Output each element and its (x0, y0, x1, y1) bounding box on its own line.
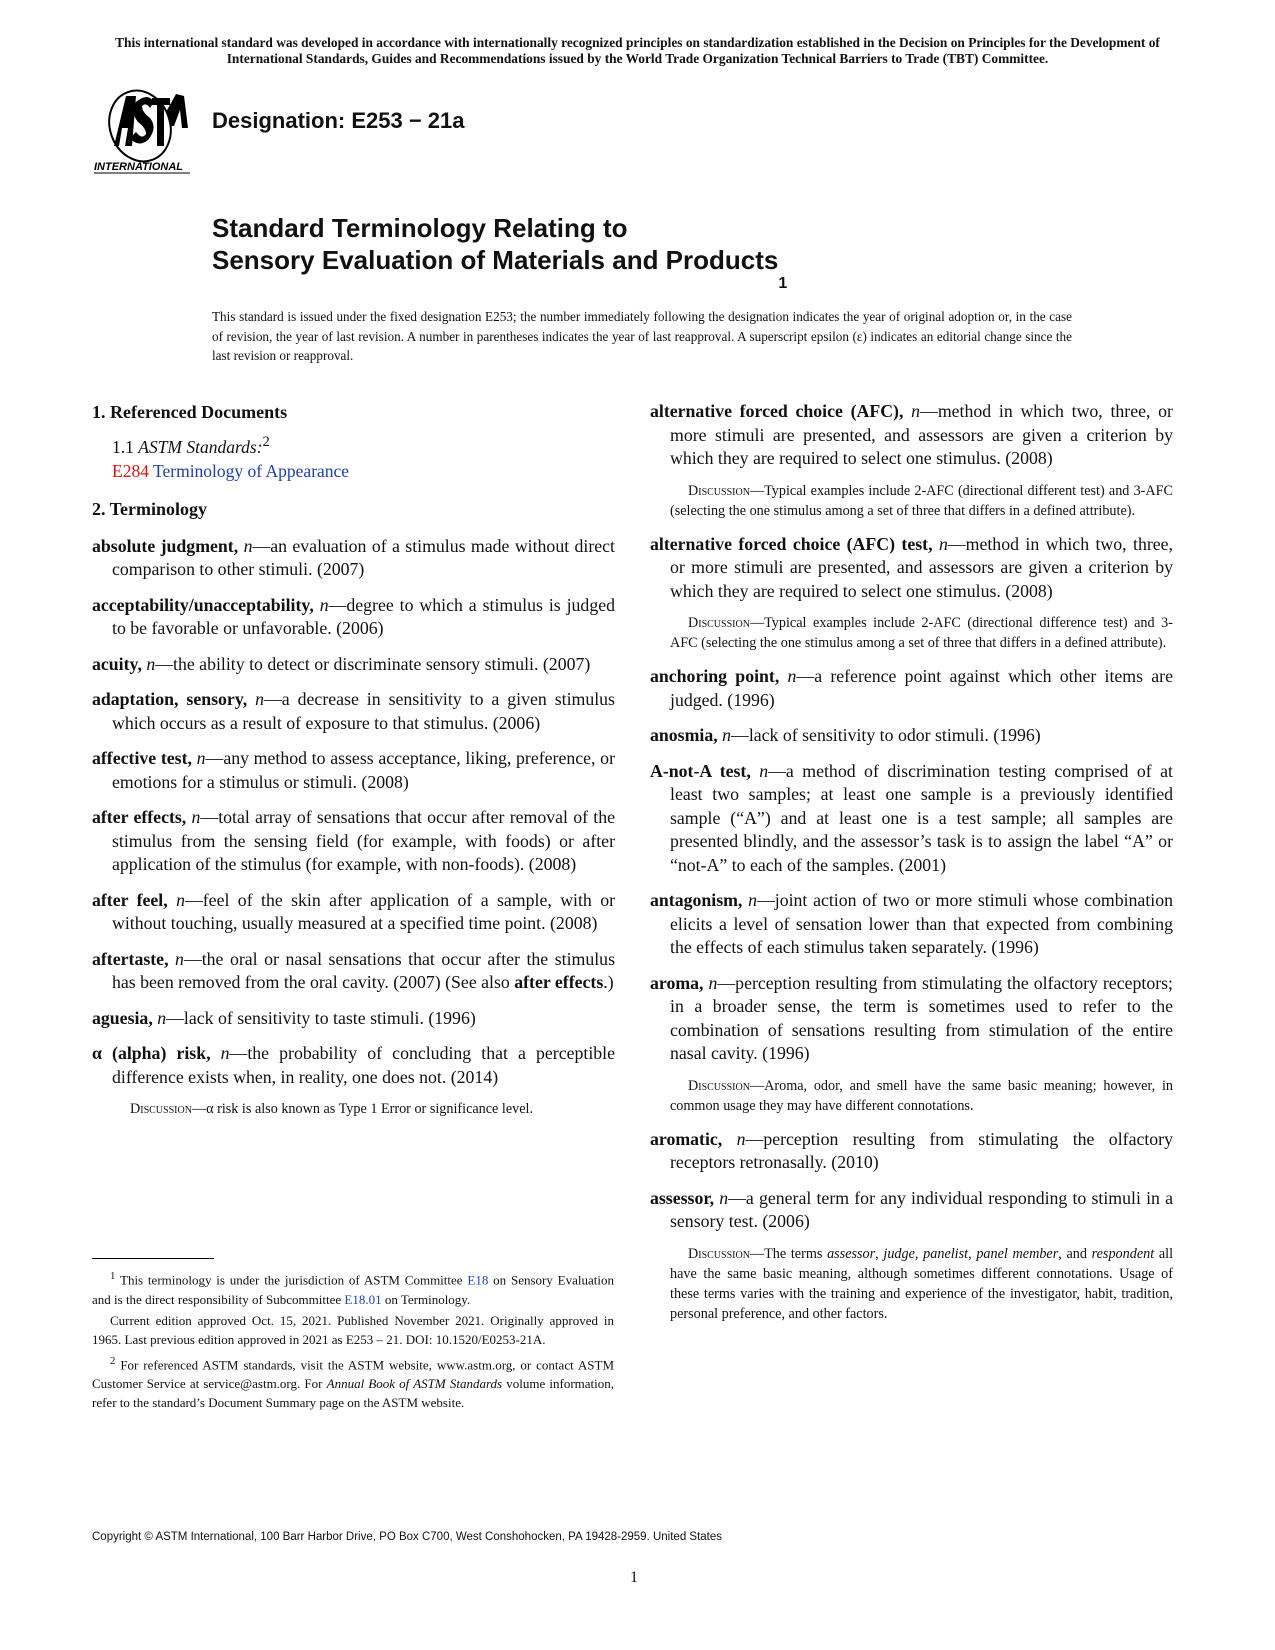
term-entry: aftertaste, n—the oral or nasal sensations that occur after the stimulus has been removed from the oral cavity. (2007) (See also after effects.) (92, 948, 615, 993)
terms-list-left (92, 535, 615, 1120)
discussion-note (112, 1099, 615, 1119)
part-of-speech: n (196, 748, 206, 769)
term-word: anosmia, (650, 725, 718, 745)
discussion-text: —Typical examples include 2-AFC (directional different test) and 3-AFC (selecting the one stimulus among a set of three that differs in a defined attribute). (670, 482, 1173, 519)
term-entry (92, 688, 615, 735)
discussion-text: panelist (923, 1245, 969, 1262)
part-of-speech: n (255, 689, 265, 710)
footnote-1-edition: Current edition approved Oct. 15, 2021. Published November 2021. Originally approved in 1965. Last previous edition approved in 2021 as E253 – 21. DOI: 10.1520/E0253-21A. (92, 1312, 614, 1348)
part-of-speech: n (175, 948, 184, 969)
title-footnote-mark: 1 (778, 275, 788, 292)
term-entry (650, 1187, 1173, 1234)
part-of-speech: n (938, 533, 948, 554)
term-word: antagonism, (650, 890, 743, 910)
part-of-speech: n (146, 653, 156, 674)
discussion-label: Discussion (688, 482, 750, 499)
term-entry (650, 724, 1173, 748)
title-line-2: Sensory Evaluation of Materials and Products (212, 245, 779, 275)
discussion-text: , and (1058, 1245, 1092, 1262)
discussion-note (670, 1076, 1173, 1116)
part-of-speech: n (787, 666, 797, 686)
term-word: acceptability/unacceptability, (92, 594, 314, 615)
part-of-speech: n (911, 401, 921, 421)
term-entry (650, 665, 1173, 712)
definition: —a reference point against which other items are judged. (1996) (670, 666, 1173, 710)
definition: —perception resulting from stimulating the olfactory receptors; in a broader sense, the term is sometimes used to refer to the combination of sensations resulting from stimulation of the entire nasal cavity. (1996) (670, 972, 1173, 1063)
term-entry (650, 1128, 1173, 1175)
term-word: absolute judgment, (92, 535, 239, 556)
part-of-speech: n (191, 807, 201, 828)
discussion-text: —Typical examples include 2-AFC (directional difference test) and 3-AFC (selecting the one stimulus among a set of three that differs in a defined attribute). (670, 615, 1173, 651)
discussion-note (670, 481, 1173, 521)
part-of-speech: n (176, 889, 185, 910)
title-line-1: Standard Terminology Relating to (212, 213, 628, 243)
term-word: alternative forced choice (AFC), (650, 401, 904, 421)
discussion-text: —Aroma, odor, and smell have the same basic meaning; however, in common usage they may have different connotations. (670, 1077, 1173, 1114)
footnote-2: $^2$ For referenced ASTM standards, visit the ASTM website, www.astm.org, or contact ASTM Customer Service at service@astm.org. For Annual Book of ASTM Standards volume information, refer to the standard’s Document Summary page on the ASTM website. (92, 1354, 614, 1411)
astm-logo (92, 88, 202, 178)
term-entry (92, 1007, 615, 1031)
definition: —lack of sensitivity to odor stimuli. (1996) (731, 725, 1041, 745)
term-entry (650, 760, 1173, 878)
part-of-speech: n (722, 725, 732, 745)
definition: —a general term for any individual responding to stimuli in a sensory test. (2006) (670, 1187, 1173, 1231)
issue-note: This standard is issued under the fixed designation E253; the number immediately following the designation indicates the year of original adoption or, in the case of revision, the year of last revision. A number in parentheses indicates the year of last reapproval. A superscript epsilon (ε) indicates an editorial change since the last revision or reapproval. (212, 309, 1072, 363)
discussion-label: Discussion (130, 1101, 192, 1118)
term-word: aguesia, (92, 1007, 153, 1028)
definition: —method in which two, three, or more stimuli are presented, and assessors are given a criterion by which they are required to select one stimulus. (2008) (670, 401, 1173, 468)
definition: —any method to assess acceptance, liking, preference, or emotions for a stimulus or stimuli. (2008) (112, 748, 615, 792)
discussion-text: —The terms (749, 1245, 828, 1262)
discussion-note (670, 613, 1173, 653)
term-word: α (alpha) risk, (92, 1043, 211, 1064)
term-entry (650, 533, 1173, 604)
term-entry (92, 806, 615, 877)
discussion-text: , (875, 1245, 884, 1262)
discussion-text: , (914, 1245, 924, 1262)
term-entry (92, 653, 615, 677)
referenced-document-e284[interactable] (112, 459, 615, 483)
see-also-term: after effects (514, 972, 604, 993)
section-1-heading: 1. Referenced Documents (92, 402, 288, 422)
discussion-note (670, 1244, 1173, 1324)
term-word: aromatic, (650, 1128, 723, 1149)
part-of-speech: n (319, 594, 329, 615)
term-word: anchoring point, (650, 666, 780, 686)
term-entry (650, 400, 1173, 471)
astm-standards-line: 1.1 ASTM Standards:$^2$ (112, 434, 270, 457)
footnote-1: $^1$ This terminology is under the jurisdiction of ASTM Committee E18 on Sensory Evaluation and is the direct responsibility of Subcommittee E18.01 on Terminology. (92, 1270, 614, 1307)
definition: —the oral or nasal sensations that occur after the stimulus has been removed from the oral cavity. (2007) (See also (112, 948, 615, 993)
section-2-heading: 2. Terminology (92, 498, 208, 519)
part-of-speech: n (220, 1043, 230, 1064)
term-entry (92, 889, 615, 936)
footnotes (92, 1267, 614, 1415)
designation: Designation: E253 − 21a (212, 108, 465, 133)
discussion-text: —α risk is also known as Type 1 Error or significance level. (191, 1101, 534, 1118)
term-word: acuity, (92, 653, 142, 674)
term-word: A-not-A test, (650, 760, 751, 781)
copyright: Copyright © ASTM International, 100 Barr Harbor Drive, PO Box C700, West Conshohocken, PA 19428-2959. United States (92, 1531, 723, 1543)
document-title (212, 212, 788, 292)
term-word: after feel, (92, 889, 168, 910)
discussion-label: Discussion (688, 615, 750, 631)
discussion-text: , (968, 1245, 977, 1262)
term-word: aroma, (650, 972, 704, 993)
part-of-speech: n (736, 1128, 746, 1149)
definition: —the ability to detect or discriminate sensory stimuli. (2007) (155, 653, 591, 674)
committee-link[interactable]: E18 (467, 1272, 489, 1288)
part-of-speech: n (157, 1007, 167, 1028)
term-word: alternative forced choice (AFC) test, (650, 533, 933, 554)
definition: —degree to which a stimulus is judged to be favorable or unfavorable. (2006) (112, 594, 615, 639)
definition: —lack of sensitivity to taste stimuli. (1996) (166, 1007, 476, 1028)
term-entry (92, 1042, 615, 1089)
discussion-label: Discussion (688, 1245, 750, 1262)
term-entry (92, 535, 615, 582)
term-word: adaptation, sensory, (92, 689, 248, 710)
part-of-speech: n (759, 760, 769, 781)
term-entry (92, 747, 615, 794)
definition: —a decrease in sensitivity to a given stimulus which occurs as a result of exposure to that stimulus. (2006) (112, 689, 615, 733)
terms-list-right (650, 400, 1173, 1324)
discussion-text: respondent (1091, 1245, 1155, 1262)
subcommittee-link[interactable]: E18.01 (344, 1291, 382, 1307)
tbt-notice: This international standard was developed in accordance with internationally recognized principles on standardization established in the Decision on Principles for the Development of International Standards, Guides and Recommendations issued by the World Trade Organization Technical Barriers to Trade (TBT) Committee. (115, 35, 1160, 66)
definition: —total array of sensations that occur after removal of the stimulus from the sensing field (for example, with foods) or after application of the stimulus (for example, with non-foods). (2008) (112, 807, 616, 875)
discussion-text: all have the same basic meaning, although sometimes different connotations. Usage of these terms varies with the training and experience of the investigator, habit, tradition, personal preference, and other factors. (670, 1245, 1174, 1322)
definition: —a method of discrimination testing comprised of at least two samples; at least one sample is a previously identified sample (“A”) and at least one is a test sample; all samples are presented blindly, and the assessor’s task is to assign the label “A” or “not-A” to each of the samples. (2001) (670, 760, 1173, 875)
page-number: 1 (630, 1569, 638, 1586)
discussion-label: Discussion (688, 1077, 750, 1094)
footnote-divider (92, 1258, 214, 1259)
part-of-speech: n (243, 535, 253, 556)
definition: —perception resulting from stimulating the olfactory receptors retronasally. (2010) (670, 1128, 1173, 1172)
term-entry (92, 594, 615, 641)
part-of-speech: n (748, 890, 757, 910)
definition: —the probability of concluding that a perceptible difference exists when, in reality, one does not. (2014) (112, 1043, 616, 1087)
term-word: assessor, (650, 1187, 715, 1208)
ref-code-link[interactable]: E284 (112, 460, 149, 481)
definition: —an evaluation of a stimulus made without direct comparison to other stimuli. (2007) (112, 535, 616, 580)
part-of-speech: n (708, 972, 718, 993)
term-word: aftertaste, (92, 948, 169, 969)
term-entry (650, 972, 1173, 1066)
term-entry (650, 889, 1173, 960)
right-column (650, 400, 1173, 1336)
term-word: affective test, (92, 748, 192, 769)
definition: —feel of the skin after application of a sample, with or without touching, usually measured at a specified time point. (2008) (112, 889, 616, 934)
part-of-speech: n (719, 1187, 729, 1208)
definition: —method in which two, three, or more stimuli are presented, and assessors are given a criterion by which they are required to select one stimulus. (2008) (670, 533, 1173, 601)
discussion-text: judge (883, 1245, 915, 1262)
ref-title-link[interactable]: Terminology of Appearance (153, 460, 350, 481)
left-column (92, 400, 615, 1131)
discussion-text: assessor (827, 1245, 876, 1262)
svg-text:INTERNATIONAL: INTERNATIONAL (94, 161, 184, 173)
discussion-text: panel member (976, 1245, 1059, 1262)
definition: —joint action of two or more stimuli whose combination elicits a level of sensation lower than that expected from combining the effects of each stimulus taken separately. (1996) (670, 890, 1173, 957)
term-word: after effects, (92, 807, 187, 828)
